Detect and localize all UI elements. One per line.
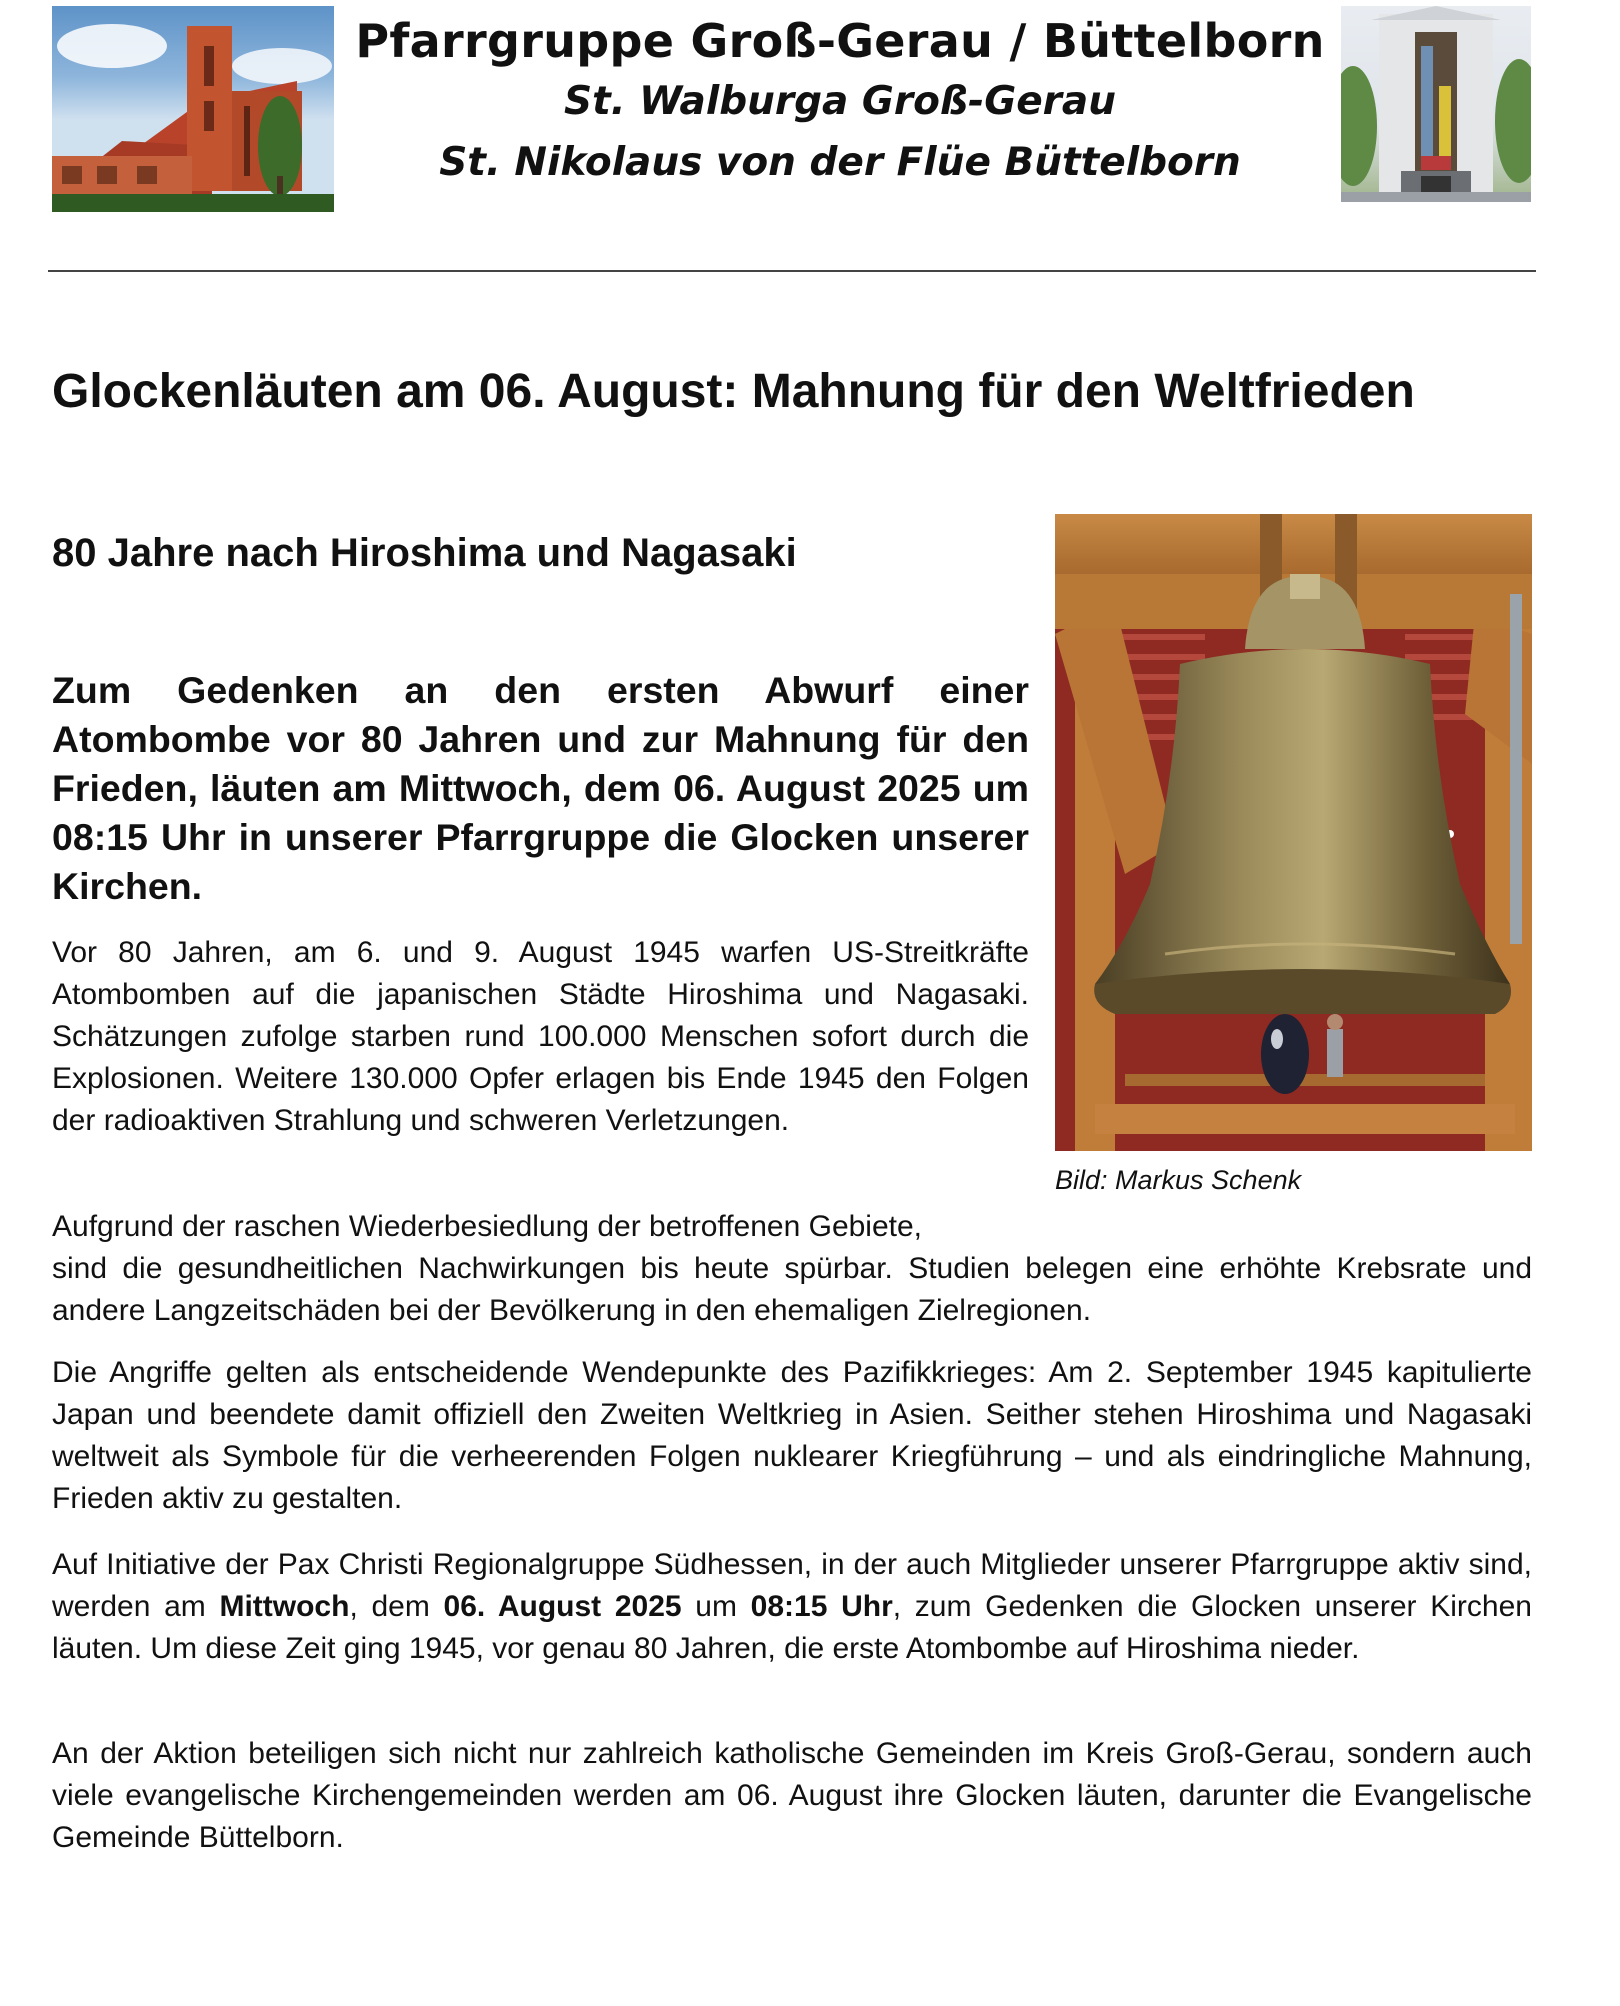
paragraph-1: Vor 80 Jahren, am 6. und 9. August 1945 warfen US-Streitkräfte Atombomben auf die japanischen Städte Hiroshima und Nagasaki. Schätzungen zufolge starben rund 100.000 Menschen sofort durch die Explosionen. Weitere 130.000 Opfer erlagen bis Ende 1945 den Folgen der radioaktiven Strahlung und schweren Verletzungen. [52,936,1029,1137]
date-bold: 06. August 2025 [443,1590,682,1623]
paragraph-4-text-4: , zum Gedenken die Glocken unserer Kirchen läuten. Um diese Zeit ging 1945, vor genau 80 Jahren, die erste Atombombe auf Hiroshima nieder. [52,1590,1532,1665]
bell-photo [1055,514,1532,1151]
weekday-bold: Mittwoch [219,1590,350,1623]
paragraph-4-text-1: Auf Initiative der Pax Christi Regionalgruppe Südhessen, in der auch Mitglieder unserer Pfarrgruppe aktiv sind, werden am [52,1548,1532,1623]
church-photo-st-nikolaus [1341,6,1531,202]
photo-caption: Bild: Markus Schenk [1055,1165,1302,1195]
paragraph-2-line-1: Aufgrund der raschen Wiederbesiedlung der betroffenen Gebiete, [52,1210,923,1243]
parish-church-2: St. Nikolaus von der Flüe Büttelborn [439,140,1241,185]
paragraph-4-text-3: um [681,1590,751,1623]
paragraph-2-rest: sind die gesundheitlichen Nachwirkungen bis heute spürbar. Studien belegen eine erhöhte Krebsrate und andere Langzeitschäden bei der Bevölkerung in den ehemaligen Zielregionen. [52,1252,1532,1327]
parish-group-name: Pfarrgruppe Groß-Gerau / Büttelborn [355,14,1325,68]
church-photo-st-walburga [52,6,334,212]
parish-header [340,10,1340,194]
article-title: Glockenläuten am 06. August: Mahnung für den Weltfrieden [52,365,1415,418]
paragraph-5: An der Aktion beteiligen sich nicht nur zahlreich katholische Gemeinden im Kreis Groß-Gerau, sondern auch viele evangelische Kirchengemeinden werden am 06. August ihre Glocken läuten, darunter die Evangelische Gemeinde Büttelborn. [52,1737,1532,1854]
paragraph-4 [52,1544,1532,1670]
bell-illustration [1055,514,1532,1151]
church-illustration-left [52,6,334,212]
header-divider [48,270,1536,272]
lead-paragraph: Zum Gedenken an den ersten Abwurf einer Atombombe vor 80 Jahren und zur Mahnung für den Frieden, läuten am Mittwoch, dem 06. August 2025 um 08:15 Uhr in unserer Pfarrgruppe die Glocken unserer Kirchen. [52,669,1029,907]
paragraph-4-text-2: , dem [349,1590,444,1623]
article-subtitle: 80 Jahre nach Hiroshima und Nagasaki [52,531,797,575]
paragraph-2 [52,1206,1532,1332]
paragraph-3: Die Angriffe gelten als entscheidende Wendepunkte des Pazifikkrieges: Am 2. September 1945 kapitulierte Japan und beendete damit offiziell den Zweiten Weltkrieg in Asien. Seither stehen Hiroshima und Nagasaki weltweit als Symbole für die verheerenden Folgen nuklearer Kriegführung – und als eindringliche Mahnung, Frieden aktiv zu gestalten. [52,1356,1532,1515]
time-bold: 08:15 Uhr [750,1590,893,1623]
church-illustration-right [1341,6,1531,202]
parish-church-1: St. Walburga Groß-Gerau [564,79,1116,124]
